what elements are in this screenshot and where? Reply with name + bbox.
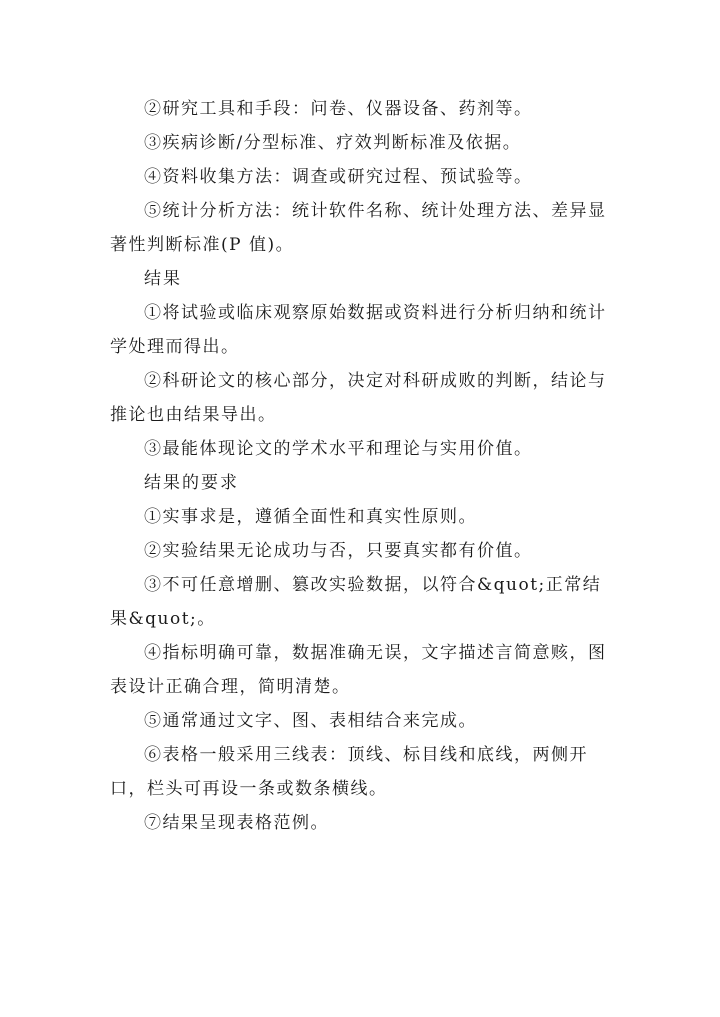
paragraph-research-tools: ②研究工具和手段：问卷、仪器设备、药剂等。 [144,99,533,119]
paragraph-req-no-tampering: ③不可任意增删、篡改实验数据，以符合&quot;正常结果&quot;。 [110,575,602,629]
paragraph-results-core: ②科研论文的核心部分，决定对科研成败的判断，结论与推论也由结果导出。 [110,371,607,425]
paragraph-req-three-line-table: ⑥表格一般采用三线表：顶线、标目线和底线，两侧开口，栏头可再设一条或数条横线。 [110,745,588,799]
paragraph-req-truthful: ①实事求是，遵循全面性和真实性原则。 [144,507,477,527]
paragraph-statistical-methods: ⑤统计分析方法：统计软件名称、统计处理方法、差异显著性判断标准(P 值)。 [110,201,607,255]
paragraph-req-valuable: ②实验结果无论成功与否，只要真实都有价值。 [144,541,533,561]
section-heading-results: 结果 [144,269,182,289]
paragraph-req-table-example: ⑦结果呈现表格范例。 [144,813,329,833]
paragraph-results-origin: ①将试验或临床观察原始数据或资料进行分析归纳和统计学处理而得出。 [110,303,607,357]
paragraph-req-indicators: ④指标明确可靠，数据准确无误，文字描述言简意赅，图表设计正确合理，简明清楚。 [110,643,607,697]
paragraph-req-combination: ⑤通常通过文字、图、表相结合来完成。 [144,711,477,731]
paragraph-diagnosis-criteria: ③疾病诊断/分型标准、疗效判断标准及依据。 [144,133,522,153]
section-heading-results-requirements: 结果的要求 [144,473,239,493]
document-body [110,92,610,840]
paragraph-data-collection: ④资料收集方法：调查或研究过程、预试验等。 [144,167,533,187]
paragraph-results-value: ③最能体现论文的学术水平和理论与实用价值。 [144,439,533,459]
